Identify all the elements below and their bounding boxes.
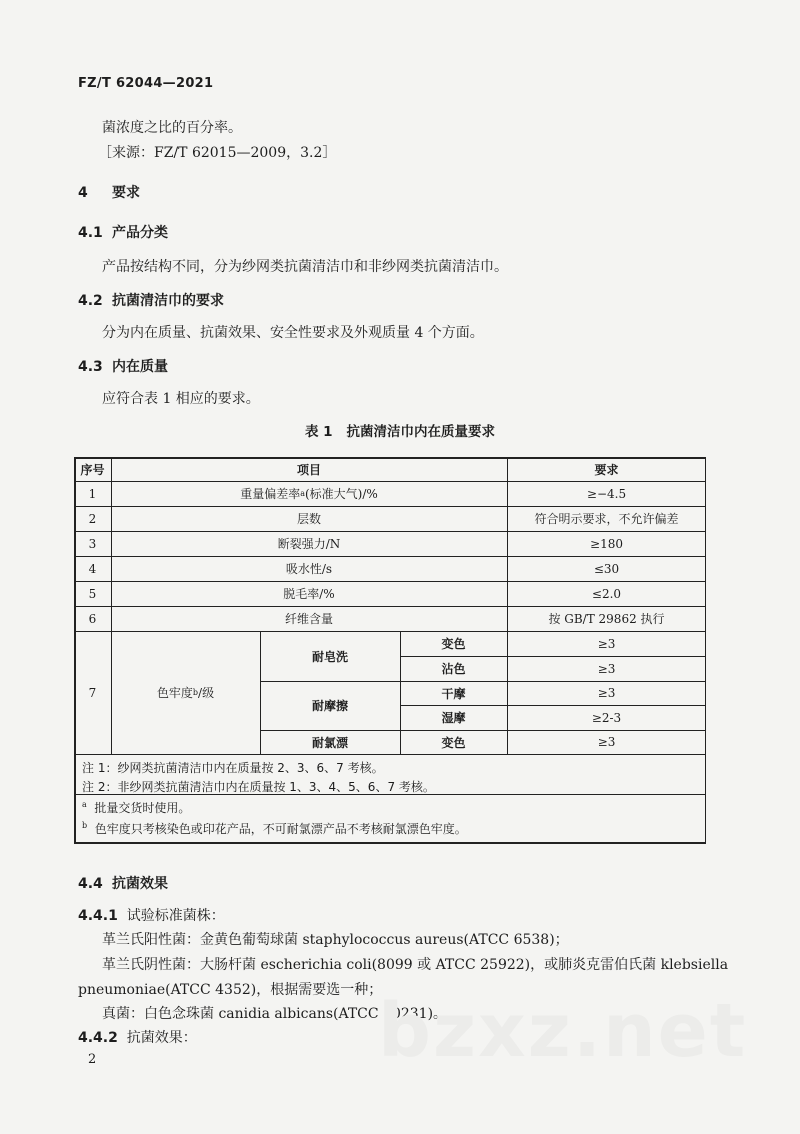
table-note-1: 注 1：纱网类抗菌清洁巾内在质量按 2、3、6、7 考核。 [82,761,384,775]
color-fastness-unit: /级 [198,686,215,700]
section-4-4-2-heading [78,1027,197,1047]
intro-text: 菌浓度之比的百分率。 [102,120,242,136]
subsection-number: 4.4.1 [78,908,118,924]
group-chlorine-bleach: 耐氯漂 [311,735,348,750]
row-3-item: 断裂强力/N [277,537,341,551]
section-number: 4.3 [78,359,103,375]
sub-color-change-1: 变色 [441,637,466,651]
sub-req-2: ≥3 [597,661,616,676]
footnote-ref-b: b [192,688,199,697]
sub-req-1: ≥3 [597,636,616,651]
footnote-b-mark: b [82,821,88,830]
row-3-req: ≥180 [590,536,623,551]
color-fastness-label [111,631,260,754]
section-title: 抗菌清洁巾的要求 [112,293,224,309]
row-6-req: 按 GB/T 29862 执行 [548,612,665,626]
section-title: 要求 [112,185,140,201]
row-4-seq: 4 [88,561,97,576]
subsection-number: 4.4.2 [78,1030,118,1046]
doc-code: FZ/T 62044—2021 [78,76,214,91]
row-4-item: 吸水性/s [285,562,333,576]
header-item: 项目 [296,462,321,477]
section-4-2-body: 分为内在质量、抗菌效果、安全性要求及外观质量 4 个方面。 [102,325,484,341]
gram-positive-line: 革兰氏阳性菌：金黄色葡萄球菌 staphylococcus aureus(ATCC 6538)； [102,932,569,948]
row-1-item-text: 重量偏差率 [240,487,301,501]
section-number: 4.2 [78,293,103,309]
section-title: 产品分类 [112,225,168,241]
header-seq: 序号 [80,462,105,477]
caption-title: 抗菌清洁巾内在质量要求 [346,424,496,440]
section-4-heading [78,182,140,202]
footnote-a-text: 批量交货时使用。 [94,801,191,815]
row-1-item [111,481,507,506]
section-4-1-body: 产品按结构不同，分为纱网类抗菌清洁巾和非纱网类抗菌清洁巾。 [102,259,508,275]
footnote-b-text: 色牢度只考核染色或印花产品，不可耐氯漂产品不考核耐氯漂色牢度。 [94,822,467,836]
subsection-title: 试验标准菌株： [126,908,225,924]
table-caption [0,420,800,440]
row-1-item-tail: (标准大气)/% [304,487,378,501]
group-soap-wash: 耐皂洗 [311,649,348,664]
row-2-seq: 2 [88,511,97,526]
section-4-3-heading [78,356,168,376]
section-4-2-heading [78,290,224,310]
subsection-title: 抗菌效果： [126,1030,197,1046]
row-5-item: 脱毛率/% [283,587,335,601]
sub-color-change-2: 变色 [441,735,466,750]
section-4-4-heading [78,873,168,893]
sub-req-3: ≥3 [597,686,616,700]
source-reference: ［来源：FZ/T 62015—2009，3.2］ [98,145,337,161]
section-4-4-1-heading [78,905,225,925]
row-6-item: 纤维含量 [284,612,333,626]
section-number: 4.4 [78,876,103,892]
footnote-b [82,820,467,837]
footnote-a [82,799,190,816]
header-requirement: 要求 [594,462,619,477]
sub-staining: 沾色 [441,662,466,676]
section-number: 4 [78,185,88,201]
gram-negative-line-1: 革兰氏阴性菌：大肠杆菌 escherichia coli(8099 或 ATCC 25922)，或肺炎克雷伯氏菌 klebsiella [102,957,729,973]
fungus-line: 真菌：白色念珠菌 canidia albicans(ATCC 10231)。 [102,1006,448,1022]
table-note-2: 注 2：非纱网类抗菌清洁巾内在质量按 1、3、4、5、6、7 考核。 [82,780,435,794]
sub-dry-rub: 干摩 [441,686,466,701]
page-number: 2 [88,1052,97,1067]
row-7-seq: 7 [88,685,97,700]
footnote-a-mark: a [82,800,87,809]
footnote-ref-a: a [300,489,305,498]
sub-wet-rub: 湿摩 [441,711,466,725]
row-1-req: ≥−4.5 [586,486,627,501]
row-5-req: ≤2.0 [591,586,622,601]
sub-req-5: ≥3 [597,735,616,749]
gram-negative-line-2: pneumoniae(ATCC 4352)，根据需要选一种； [78,982,383,998]
row-2-item: 层数 [296,512,321,526]
group-rubbing: 耐摩擦 [311,699,348,713]
caption-number: 表 1 [304,424,333,440]
section-4-1-heading [78,222,168,242]
sub-req-4: ≥2-3 [591,710,622,725]
section-number: 4.1 [78,225,103,241]
section-title: 内在质量 [112,359,168,375]
section-title: 抗菌效果 [112,876,168,892]
row-1-seq: 1 [88,486,97,501]
row-5-seq: 5 [88,586,97,601]
color-fastness-text: 色牢度 [156,686,193,700]
watermark: bzxz.net [378,988,748,1074]
row-4-req: ≤30 [593,561,620,576]
row-3-seq: 3 [88,536,97,551]
section-4-3-body: 应符合表 1 相应的要求。 [102,391,260,407]
row-6-seq: 6 [88,611,97,626]
row-2-req: 符合明示要求，不允许偏差 [534,512,679,526]
